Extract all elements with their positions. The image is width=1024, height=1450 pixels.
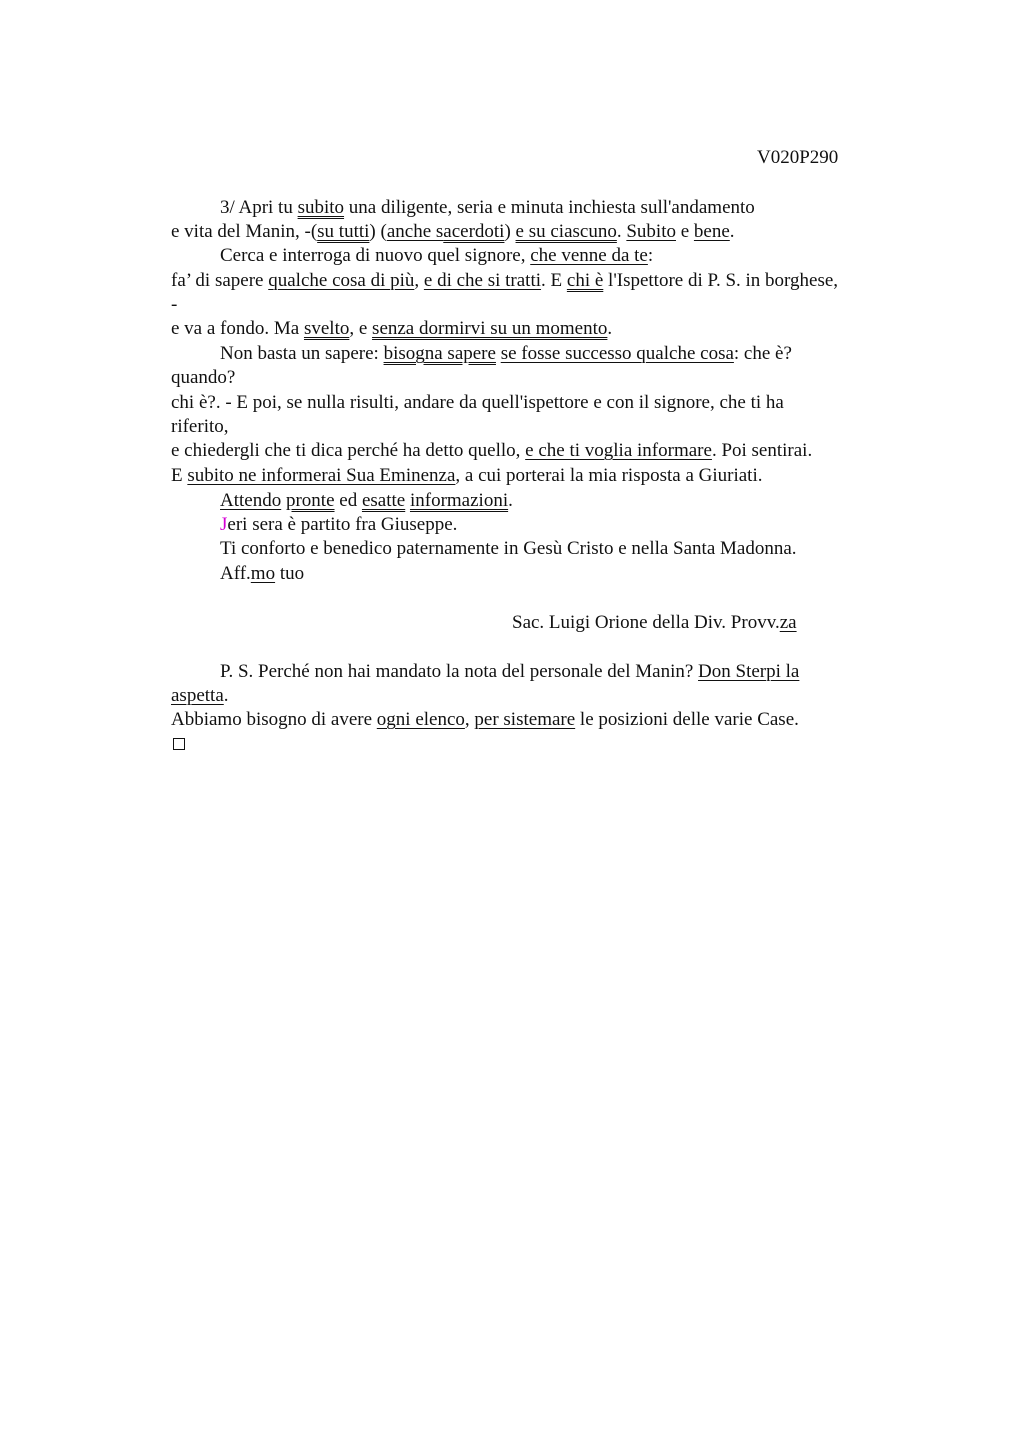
letter-line-10: riferito, xyxy=(171,416,229,437)
letter-line-3: Cerca e interroga di nuovo quel signore, che venne da te: xyxy=(220,245,654,266)
highlighted-initial: J xyxy=(220,514,228,535)
letter-line-5: - xyxy=(171,294,178,315)
postscript-line-1: P. S. Perché non hai mandato la nota del personale del Manin? Don Sterpi la xyxy=(220,661,800,682)
letter-line-6: e va a fondo. Ma svelto, e senza dormirvi su un momento. xyxy=(171,318,613,339)
letter-line-8: quando? xyxy=(171,367,236,388)
letter-line-1: 3/ Apri tu subito una diligente, seria e minuta inchiesta sull'andamento xyxy=(220,197,755,218)
postscript-line-2: aspetta. xyxy=(171,685,229,706)
letter-line-13: Attendo pronte ed esatte informazioni. xyxy=(220,490,513,511)
postscript-line-3: Abbiamo bisogno di avere ogni elenco, per sistemare le posizioni delle varie Case. xyxy=(171,709,799,730)
letter-line-2: e vita del Manin, -(su tutti) (anche sacerdoti) e su ciascuno. Subito e bene. xyxy=(171,221,735,242)
letter-line-4: fa’ di sapere qualche cosa di più, e di che si tratti. E chi è l'Ispettore di P. S. in borghese, xyxy=(171,270,839,291)
letter-line-11: e chiedergli che ti dica perché ha detto quello, e che ti voglia informare. Poi sentirai. xyxy=(171,440,813,461)
letter-line-7: Non basta un sapere: bisogna sapere se fosse successo qualche cosa: che è? xyxy=(220,343,792,364)
empty-checkbox-glyph xyxy=(173,738,185,750)
letter-line-9: chi è?. - E poi, se nulla risulti, andare da quell'ispettore e con il signore, che ti ha xyxy=(171,392,784,413)
letter-line-15: Ti conforto e benedico paternamente in Gesù Cristo e nella Santa Madonna. xyxy=(220,538,797,559)
document-code: V020P290 xyxy=(757,147,839,168)
letter-line-14: Jeri sera è partito fra Giuseppe. xyxy=(220,514,458,535)
letter-line-12: E subito ne informerai Sua Eminenza, a cui porterai la mia risposta a Giuriati. xyxy=(171,465,763,486)
letter-line-16: Aff.mo tuo xyxy=(220,563,305,584)
signature: Sac. Luigi Orione della Div. Provv.za xyxy=(512,612,797,633)
